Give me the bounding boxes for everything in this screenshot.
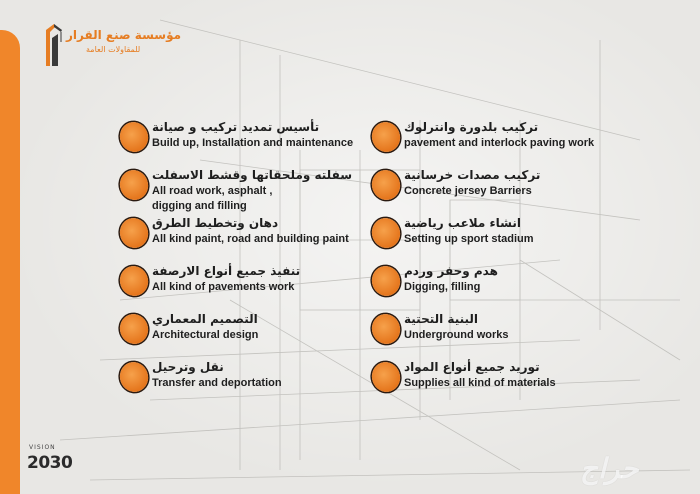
- crane-logo-icon: [40, 22, 64, 68]
- orange-bullet-icon: [116, 166, 152, 203]
- service-english: All kind of pavements work: [152, 281, 295, 293]
- service-arabic: تركيب مصدات خرسانية: [404, 168, 541, 182]
- service-arabic: دهان وتخطيط الطرق: [152, 216, 279, 230]
- service-arabic: انشاء ملاعب رياضية: [404, 216, 521, 230]
- service-arabic: سفلته وملحقاتها وقشط الاسفلت: [152, 168, 353, 182]
- orange-bullet-icon: [368, 310, 404, 347]
- company-logo: [40, 22, 182, 70]
- vision-label: VISION: [29, 444, 56, 451]
- service-english: Transfer and deportation: [152, 377, 282, 389]
- service-arabic: تنفيذ جميع أنواع الارصفة: [152, 264, 301, 278]
- orange-bullet-icon: [368, 118, 404, 155]
- service-arabic: نقل وترحيل: [152, 360, 224, 374]
- service-english: Setting up sport stadium: [404, 233, 534, 245]
- service-english: Underground works: [404, 329, 509, 341]
- service-arabic: هدم وحفر وردم: [404, 264, 498, 278]
- service-english: Concrete jersey Barriers: [404, 185, 532, 197]
- service-item: [372, 218, 622, 262]
- service-item: [372, 122, 622, 166]
- orange-bullet-icon: [116, 118, 152, 155]
- service-arabic: توريد جميع أنواع المواد: [404, 360, 540, 374]
- service-arabic: تركيب بلدورة وانترلوك: [404, 120, 539, 134]
- orange-bullet-icon: [116, 310, 152, 347]
- orange-bullet-icon: [368, 262, 404, 299]
- orange-bullet-icon: [368, 214, 404, 251]
- accent-side-bar: [0, 30, 20, 494]
- service-item: [120, 170, 370, 214]
- service-item: [120, 314, 370, 358]
- service-item: [372, 170, 622, 214]
- company-name: مؤسسة صنع القرار: [66, 28, 182, 42]
- company-tagline: للمقاولات العامة: [86, 45, 141, 54]
- orange-bullet-icon: [368, 166, 404, 203]
- service-english: Supplies all kind of materials: [404, 377, 556, 389]
- service-english: pavement and interlock paving work: [404, 137, 595, 149]
- orange-bullet-icon: [368, 358, 404, 395]
- service-english: Build up, Installation and maintenance: [152, 137, 354, 149]
- service-english: Digging, filling: [404, 281, 481, 293]
- site-watermark: حراج: [580, 452, 639, 485]
- service-item: [372, 362, 622, 406]
- service-arabic: التصميم المعماري: [152, 312, 258, 326]
- service-english: All kind paint, road and building paint: [152, 233, 349, 245]
- orange-bullet-icon: [116, 214, 152, 251]
- service-item: [120, 218, 370, 262]
- service-arabic: تأسيس تمديد تركيب و صيانة: [152, 120, 320, 134]
- service-item: [372, 266, 622, 310]
- service-english: Architectural design: [152, 329, 259, 341]
- vision-2030-logo: [22, 444, 82, 484]
- orange-bullet-icon: [116, 262, 152, 299]
- service-item: [372, 314, 622, 358]
- service-item: [120, 362, 370, 406]
- vision-year: 2030: [27, 453, 73, 473]
- service-item: [120, 266, 370, 310]
- orange-bullet-icon: [116, 358, 152, 395]
- service-english: All road work, asphalt , digging and filling: [152, 185, 273, 212]
- service-item: [120, 122, 370, 166]
- service-arabic: البنية التحتية: [404, 312, 479, 326]
